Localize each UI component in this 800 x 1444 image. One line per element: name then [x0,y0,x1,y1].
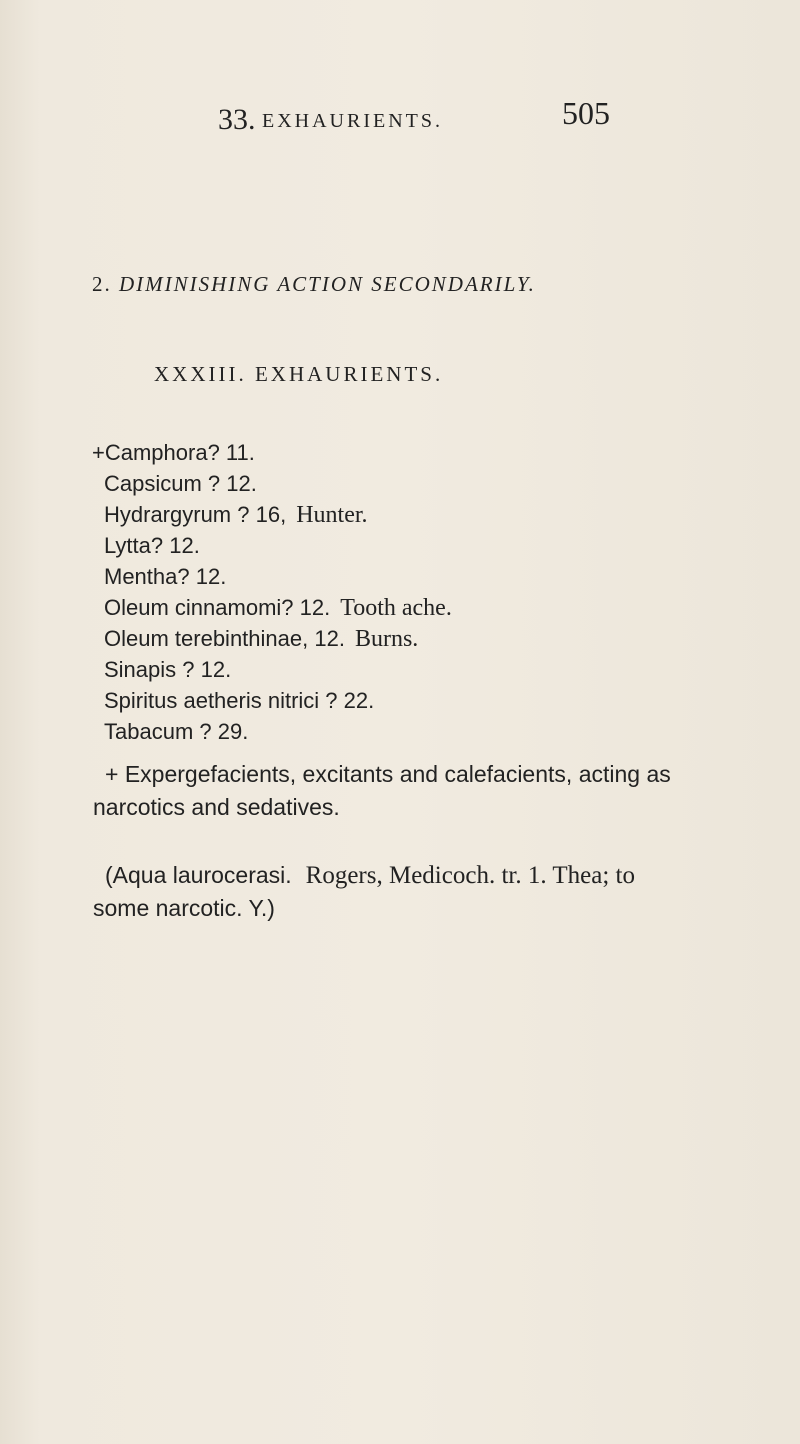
item-name: Tabacum ? 29. [104,719,249,744]
item-name: Oleum cinnamomi? 12. [104,595,331,620]
item-name: Spiritus aetheris nitrici ? 22. [104,688,375,713]
chapter-heading: XXXIII. EXHAURIENTS. [154,362,444,386]
chapter-number: 33. [218,103,256,136]
item-name: Lytta? 12. [104,533,200,558]
footnote-paragraph [93,859,713,925]
page-number: 505 [562,95,610,131]
item-note: Tooth ache. [340,595,452,621]
item-note: Burns. [354,626,419,652]
running-title: EXHAURIENTS. [262,110,443,132]
section-number: 2. [92,272,112,296]
footnote-line: + Expergefacients, excitants and calefacients, acting as [105,761,671,787]
item-name: Mentha? 12. [104,564,227,589]
item-name: +Camphora? 11. [92,440,255,465]
item-name: Sinapis ? 12. [104,657,232,682]
list-item [104,564,226,594]
running-header [0,95,800,145]
list-item [104,688,374,718]
list-item [104,626,418,656]
footnote-line [93,859,713,892]
list-item [104,471,257,501]
list-item [92,440,255,470]
footnote-text: Rogers, Medicoch. tr. 1. Thea; to [305,862,635,889]
section-heading [92,272,536,297]
item-name: Hydrargyrum ? 16, [104,502,287,527]
list-item [104,657,231,687]
item-name: Oleum terebinthinae, 12. [104,626,345,651]
footnote-line: narcotics and sedatives. [93,794,340,820]
list-item [104,719,248,749]
item-note: Hunter. [296,502,368,528]
list-item [104,502,368,532]
footnote-line: some narcotic. Y.) [93,895,275,921]
footnote-text: (Aqua laurocerasi. [105,862,292,888]
item-name: Capsicum ? 12. [104,471,257,496]
section-title: DIMINISHING ACTION SECONDARILY. [119,272,536,296]
list-item [104,595,452,625]
footnote-paragraph [93,758,713,824]
list-item [104,533,200,563]
